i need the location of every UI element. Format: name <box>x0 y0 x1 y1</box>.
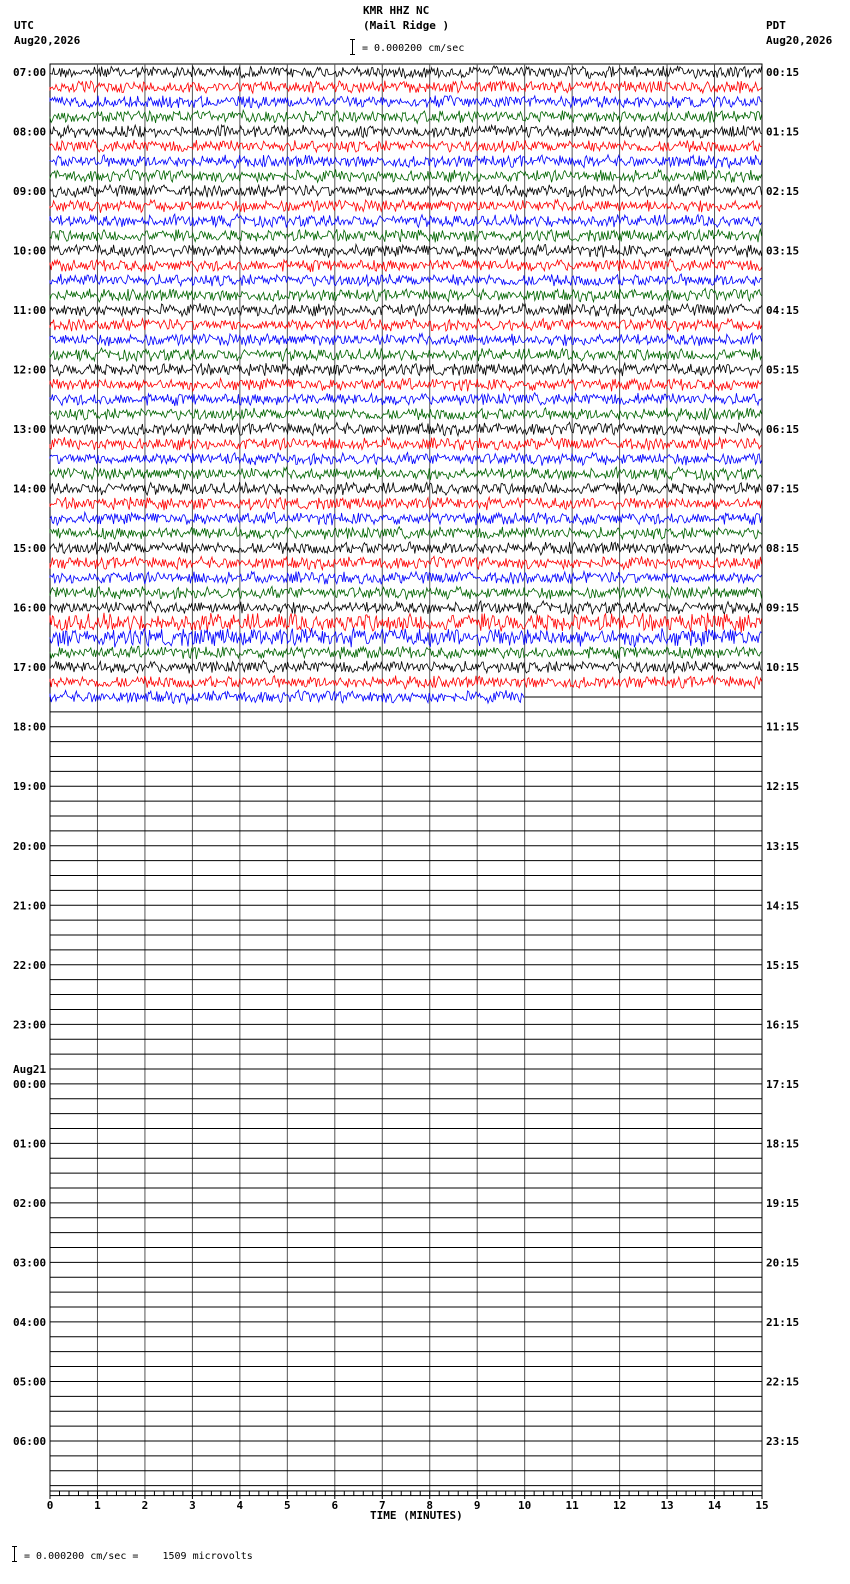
seismic-trace <box>50 259 762 272</box>
seismic-trace <box>50 81 762 94</box>
seismic-trace <box>50 393 762 406</box>
seismic-trace <box>50 676 762 689</box>
x-tick-label: 3 <box>189 1499 196 1512</box>
utc-hour-label: 06:00 <box>13 1434 47 1448</box>
seismic-trace <box>50 646 762 659</box>
seismic-trace <box>50 586 762 599</box>
seismic-trace <box>50 422 762 435</box>
seismic-trace <box>50 244 762 257</box>
x-tick-label: 15 <box>755 1499 769 1512</box>
seismic-trace <box>50 169 762 182</box>
x-tick-label: 9 <box>473 1499 481 1512</box>
seismic-trace <box>50 303 762 316</box>
utc-hour-label: 22:00 <box>13 958 47 972</box>
seismic-trace <box>50 200 762 213</box>
utc-hour-label: 15:00 <box>13 542 47 556</box>
utc-hour-label: 05:00 <box>13 1375 47 1389</box>
seismic-trace <box>50 110 762 123</box>
pdt-hour-label: 15:15 <box>766 958 800 972</box>
seismic-trace <box>50 601 762 615</box>
seismic-trace <box>50 185 762 198</box>
pdt-hour-label: 12:15 <box>766 780 800 794</box>
seismic-trace <box>50 482 762 495</box>
utc-hour-label: 14:00 <box>13 482 47 496</box>
pdt-hour-label: 22:15 <box>766 1375 800 1389</box>
left-date: Aug20,2026 <box>14 34 81 47</box>
x-axis-label: TIME (MINUTES) <box>370 1509 463 1522</box>
utc-hour-label: 01:00 <box>13 1137 47 1151</box>
x-tick-label: 14 <box>707 1499 722 1512</box>
pdt-hour-label: 05:15 <box>766 363 800 377</box>
x-tick-label: 12 <box>612 1499 627 1512</box>
utc-hour-label: 16:00 <box>13 601 47 615</box>
footer-scale-icon <box>12 1546 17 1562</box>
pdt-hour-label: 18:15 <box>766 1137 800 1151</box>
seismic-trace <box>50 274 762 287</box>
pdt-hour-label: 23:15 <box>766 1434 800 1448</box>
seismic-trace <box>50 542 762 555</box>
seismic-trace <box>50 437 762 450</box>
pdt-hour-label: 01:15 <box>766 125 800 139</box>
plot-frame <box>50 64 762 1496</box>
x-tick-label: 2 <box>141 1499 149 1512</box>
pdt-hour-label: 21:15 <box>766 1315 800 1329</box>
date-change-label: Aug21 <box>13 1062 47 1076</box>
utc-hour-label: 08:00 <box>13 125 47 139</box>
seismic-trace <box>50 363 762 376</box>
pdt-hour-label: 04:15 <box>766 304 800 318</box>
pdt-hour-label: 16:15 <box>766 1018 800 1032</box>
utc-hour-label: 17:00 <box>13 661 47 675</box>
utc-hour-label: 07:00 <box>13 66 47 79</box>
seismic-trace <box>50 125 762 138</box>
seismic-trace <box>50 453 762 466</box>
pdt-hour-label: 10:15 <box>766 661 800 675</box>
seismic-trace <box>50 348 762 361</box>
right-timezone: PDT <box>766 19 786 32</box>
x-tick-label: 0 <box>46 1499 54 1512</box>
pdt-hour-label: 06:15 <box>766 423 800 437</box>
seismic-trace <box>50 628 762 648</box>
pdt-hour-label: 20:15 <box>766 1256 800 1270</box>
seismic-trace <box>50 229 762 242</box>
x-tick-label: 1 <box>94 1499 101 1512</box>
x-tick-label: 4 <box>236 1499 244 1512</box>
seismic-trace <box>50 288 762 302</box>
x-tick-label: 8 <box>426 1499 434 1512</box>
x-tick-label: 6 <box>331 1499 339 1512</box>
utc-hour-label: 19:00 <box>13 780 47 794</box>
seismic-trace <box>50 96 762 109</box>
x-tick-label: 10 <box>518 1499 532 1512</box>
utc-hour-label: 11:00 <box>13 304 47 318</box>
site-name: (Mail Ridge ) <box>363 19 450 32</box>
utc-hour-label: 18:00 <box>13 720 47 734</box>
utc-hour-label: 02:00 <box>13 1196 47 1210</box>
seismic-trace <box>50 556 762 569</box>
utc-hour-label: 21:00 <box>13 899 47 913</box>
x-tick-label: 13 <box>660 1499 674 1512</box>
pdt-hour-label: 00:15 <box>766 66 800 79</box>
seismic-trace <box>50 408 762 421</box>
seismic-trace <box>50 527 762 540</box>
utc-hour-label: 04:00 <box>13 1315 47 1329</box>
utc-hour-label: 10:00 <box>13 244 47 258</box>
utc-hour-label: 23:00 <box>13 1018 47 1032</box>
seismic-trace <box>50 512 762 525</box>
utc-hour-label: 12:00 <box>13 363 47 377</box>
station-title: KMR HHZ NC <box>363 4 430 17</box>
seismic-trace <box>50 467 762 481</box>
seismic-trace <box>50 319 762 332</box>
utc-hour-label: 03:00 <box>13 1256 47 1270</box>
pdt-hour-label: 08:15 <box>766 542 800 556</box>
seismic-trace <box>50 378 762 391</box>
utc-hour-label: 00:00 <box>13 1077 47 1091</box>
pdt-hour-label: 09:15 <box>766 601 800 615</box>
pdt-hour-label: 19:15 <box>766 1196 800 1210</box>
x-tick-label: 7 <box>378 1499 386 1512</box>
pdt-hour-label: 17:15 <box>766 1077 800 1091</box>
seismic-trace <box>50 214 762 227</box>
seismic-trace <box>50 155 762 168</box>
x-tick-label: 11 <box>565 1499 579 1512</box>
pdt-hour-label: 03:15 <box>766 244 800 258</box>
seismic-trace <box>50 613 762 633</box>
pdt-hour-label: 13:15 <box>766 839 800 853</box>
pdt-hour-label: 11:15 <box>766 720 800 734</box>
seismic-trace <box>50 140 762 153</box>
utc-hour-label: 13:00 <box>13 423 47 437</box>
seismic-trace <box>50 66 762 79</box>
footer-scale-note: = 0.000200 cm/sec = 1509 microvolts <box>24 1551 253 1562</box>
scale-label: = 0.000200 cm/sec <box>362 43 465 54</box>
seismic-trace <box>50 497 762 510</box>
pdt-hour-label: 02:15 <box>766 185 800 199</box>
left-timezone: UTC <box>14 19 34 32</box>
pdt-hour-label: 14:15 <box>766 899 800 913</box>
seismic-trace <box>50 333 762 346</box>
x-tick-label: 5 <box>284 1499 291 1512</box>
right-date: Aug20,2026 <box>766 34 833 47</box>
pdt-hour-label: 07:15 <box>766 482 800 496</box>
seismic-trace <box>50 572 762 585</box>
utc-hour-label: 09:00 <box>13 185 47 199</box>
seismic-trace <box>50 661 762 674</box>
utc-hour-label: 20:00 <box>13 839 47 853</box>
